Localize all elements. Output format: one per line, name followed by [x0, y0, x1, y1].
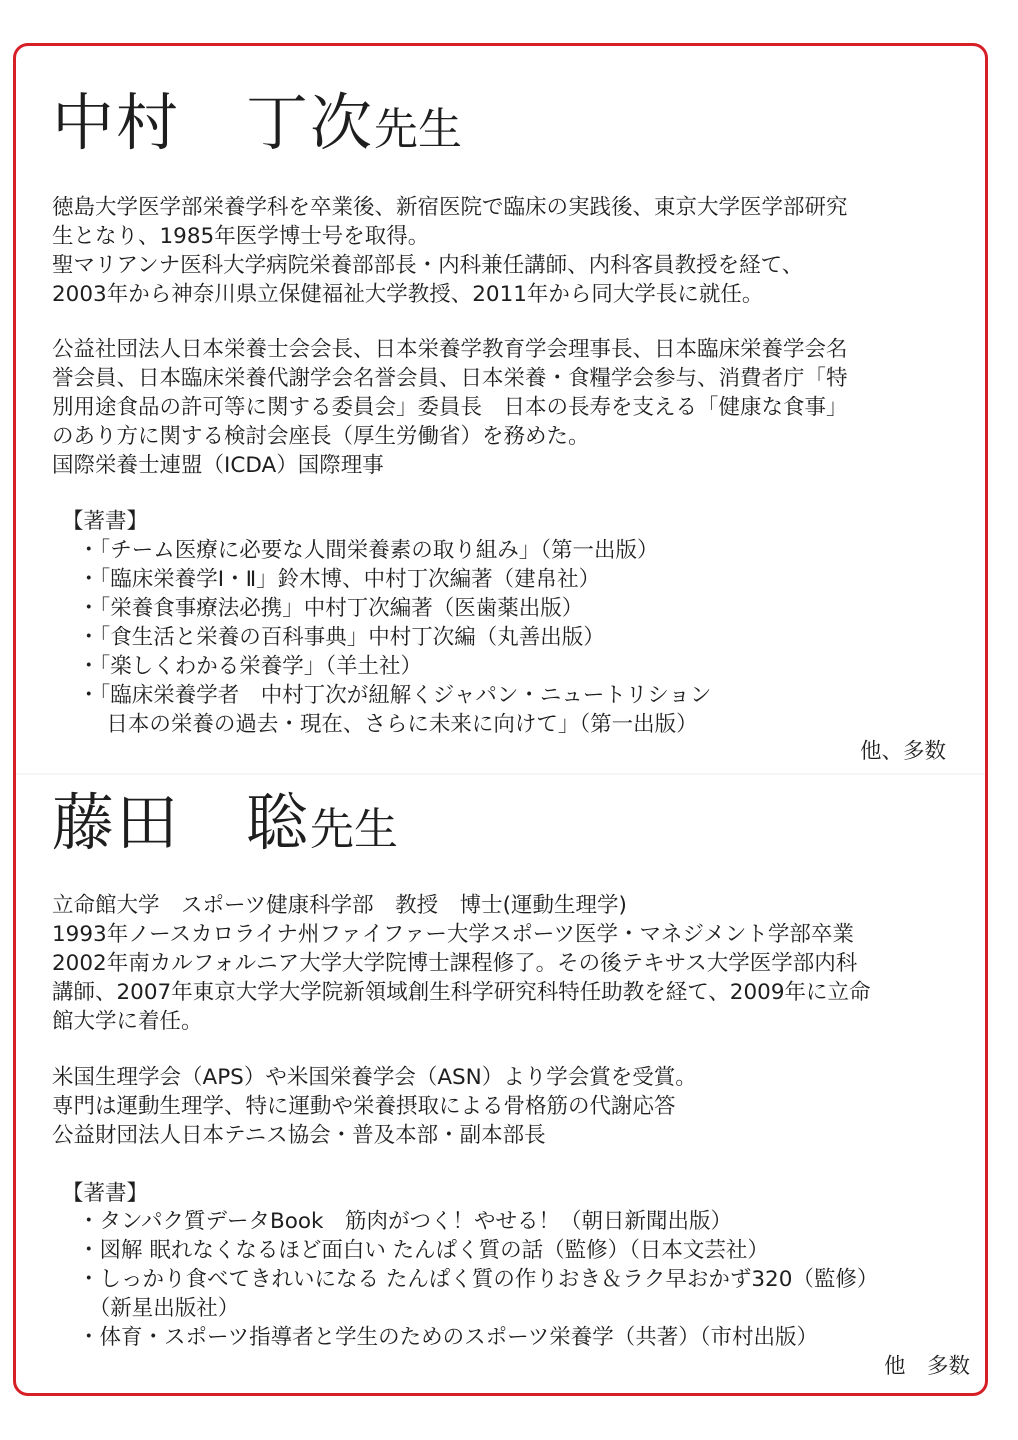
teacher2-suffix: 先生 [310, 804, 399, 855]
book-item: ・「栄養食事療法必携」中村丁次編著（医歯薬出版） [78, 596, 584, 621]
bio-line: 公益財団法人日本テニス協会・普及本部・副本部長 [52, 1123, 546, 1148]
teacher2-bio-awards [52, 1063, 697, 1150]
teacher1-given-name: 丁次 [246, 86, 375, 159]
teacher2-books-heading: 【著書】 [62, 1181, 149, 1206]
teacher2-name [52, 786, 399, 859]
book-item: ・図解 眠れなくなるほど面白い たんぱく質の話（監修）（日本文芸社） [78, 1238, 769, 1263]
bio-line: 立命館大学 スポーツ健康科学部 教授 博士(運動生理学) [52, 893, 627, 918]
teacher2-bio-career [52, 891, 871, 1036]
bio-line: 2003年から神奈川県立保健福祉大学教授、2011年から同大学長に就任。 [52, 282, 764, 307]
bio-line: 聖マリアンナ医科大学病院栄養部部長・内科兼任講師、内科客員教授を経て、 [52, 253, 804, 278]
book-item: ・体育・スポーツ指導者と学生のためのスポーツ栄養学（共著）（市村出版） [78, 1325, 819, 1350]
book-item: ・「臨床栄養学者 中村丁次が紐解くジャパン・ニュートリション [78, 683, 712, 708]
teacher1-suffix: 先生 [374, 104, 463, 155]
bio-line: 徳島大学医学部栄養学科を卒業後、新宿医院で臨床の実践後、東京大学医学部研究 [52, 195, 848, 220]
bio-line: 米国生理学会（APS）や米国栄養学会（ASN）より学会賞を受賞。 [52, 1065, 697, 1090]
book-item: ・「楽しくわかる栄養学」（羊土社） [78, 654, 423, 679]
teacher1-books-heading: 【著書】 [62, 509, 149, 534]
teacher2-given-name: 聡 [246, 786, 311, 859]
bio-line: 2002年南カルフォルニア大学大学院博士課程修了。その後テキサス大学医学部内科 [52, 951, 858, 976]
page-fold-line [16, 773, 985, 775]
book-item: ・タンパク質データBook 筋肉がつく！やせる！（朝日新聞出版） [78, 1209, 733, 1234]
bio-line: 講師、2007年東京大学大学院新領域創生科学研究科特任助教を経て、2009年に立命 [52, 980, 871, 1005]
teacher1-bio-roles [52, 335, 848, 480]
teacher2-family-name: 藤田 [52, 786, 181, 859]
book-item: （新星出版社） [78, 1296, 240, 1321]
bio-line: 国際栄養士連盟（ICDA）国際理事 [52, 453, 384, 478]
teacher1-others: 他、多数 [859, 739, 946, 764]
bio-line: のあり方に関する検討会座長（厚生労働省）を務めた。 [52, 424, 590, 449]
teacher1-name [52, 86, 463, 159]
bio-line: 誉会員、日本臨床栄養代謝学会名誉会員、日本栄養・食糧学会参与、消費者庁「特 [52, 366, 848, 391]
book-item: ・「臨床栄養学Ⅰ・Ⅱ」鈴木博、中村丁次編著（建帛社） [78, 567, 601, 592]
teacher1-bio-career [52, 193, 848, 309]
bio-line: 館大学に着任。 [52, 1009, 203, 1034]
book-item: ・「食生活と栄養の百科事典」中村丁次編（丸善出版） [78, 625, 605, 650]
teacher1-family-name: 中村 [52, 86, 181, 159]
bio-line: 専門は運動生理学、特に運動や栄養摂取による骨格筋の代謝応答 [52, 1094, 676, 1119]
book-item: ・しっかり食べてきれいになる たんぱく質の作りおき＆ラク早おかず320（監修） [78, 1267, 879, 1292]
bio-line: 生となり、1985年医学博士号を取得。 [52, 224, 430, 249]
teacher2-books-list [78, 1207, 878, 1352]
teacher2-others: 他 多数 [883, 1354, 970, 1379]
bio-line: 別用途食品の許可等に関する委員会」委員長 日本の長寿を支える「健康な食事」 [52, 395, 848, 420]
book-item: ・「チーム医療に必要な人間栄養素の取り組み」（第一出版） [78, 538, 659, 563]
book-item: 日本の栄養の過去・現在、さらに未来に向けて」（第一出版） [78, 712, 698, 737]
bio-line: 公益社団法人日本栄養士会会長、日本栄養学教育学会理事長、日本臨床栄養学会名 [52, 337, 848, 362]
bio-line: 1993年ノースカロライナ州ファイファー大学スポーツ医学・マネジメント学部卒業 [52, 922, 854, 947]
teacher1-books-list [78, 536, 711, 739]
